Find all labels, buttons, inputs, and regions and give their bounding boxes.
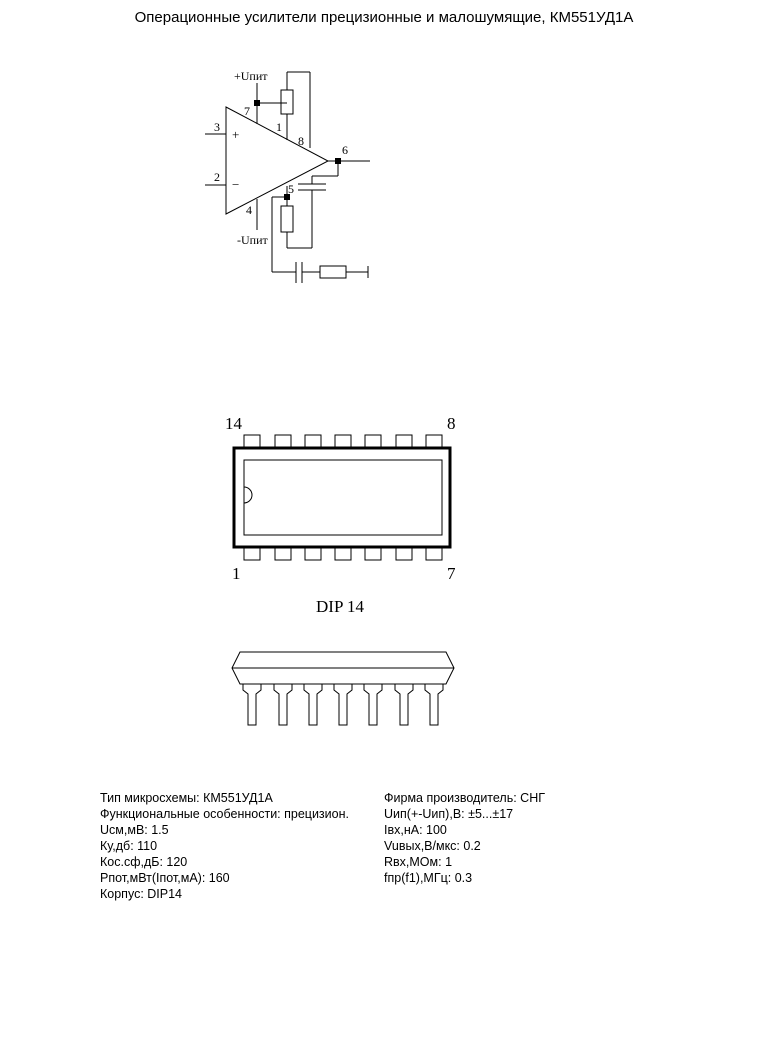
dip14-top-view xyxy=(234,435,450,560)
package-pin-8-label: 8 xyxy=(447,414,456,433)
spec-bandwidth: fпр(f1),МГц: 0.3 xyxy=(384,871,473,885)
spec-input-current: Iвх,нА: 100 xyxy=(384,823,447,837)
resistor-chain xyxy=(320,266,346,278)
pin-label-5: 5 xyxy=(288,182,294,196)
pin-label-1: 1 xyxy=(276,120,282,134)
package-notch xyxy=(244,487,252,503)
spec-package: Корпус: DIP14 xyxy=(100,887,183,901)
dip14-side-view xyxy=(232,652,454,725)
package-body-outer xyxy=(234,448,450,547)
spec-input-resistance: Rвх,МОм: 1 xyxy=(384,855,453,869)
spec-features: Функциональные особенности: прецизион. xyxy=(100,807,349,821)
spec-cmrr: Кос.сф,дБ: 120 xyxy=(100,855,188,869)
spec-slew-rate: Vuвых,В/мкс: 0.2 xyxy=(384,839,481,853)
pin-label-7: 7 xyxy=(244,104,250,118)
spec-supply-voltage: Uип(+-Uип),В: ±5...±17 xyxy=(384,807,514,821)
side-pins xyxy=(243,684,443,725)
resistor-bottom xyxy=(281,206,293,232)
package-pin-1-label: 1 xyxy=(232,564,241,583)
package-name: DIP 14 xyxy=(316,597,365,616)
pin-label-2: 2 xyxy=(214,170,220,184)
spec-chip-type: Тип микросхемы: КМ551УД1А xyxy=(100,791,273,805)
pin-label-4: 4 xyxy=(246,203,252,217)
package-pins-top xyxy=(244,435,442,448)
junction-dots xyxy=(254,100,341,200)
package-pin-14-label: 14 xyxy=(225,414,242,433)
pin-label-3: 3 xyxy=(214,120,220,134)
specs-right-column xyxy=(384,790,545,886)
supply-plus-label: +Uпит xyxy=(234,69,268,83)
minus-sign: − xyxy=(232,177,240,192)
pin-label-8: 8 xyxy=(298,134,304,148)
spec-offset-voltage: Uсм,мВ: 1.5 xyxy=(100,823,169,837)
package-body-inner xyxy=(244,460,442,535)
plus-sign: + xyxy=(232,127,240,142)
specs-left-column xyxy=(100,790,349,902)
supply-minus-label: -Uпит xyxy=(237,233,268,247)
pin-label-6: 6 xyxy=(342,143,348,157)
package-pins-bottom xyxy=(244,547,442,560)
opamp-schematic xyxy=(205,72,370,283)
spec-manufacturer: Фирма производитель: СНГ xyxy=(384,791,545,805)
package-pin-7-label: 7 xyxy=(447,564,456,583)
spec-gain: Ку,дб: 110 xyxy=(100,839,158,853)
page-title: Операционные усилители прецизионные и малошумящие, КМ551УД1А xyxy=(134,9,634,26)
spec-power: Рпот,мВт(Iпот,мА): 160 xyxy=(100,871,230,885)
resistor-top xyxy=(281,90,293,114)
